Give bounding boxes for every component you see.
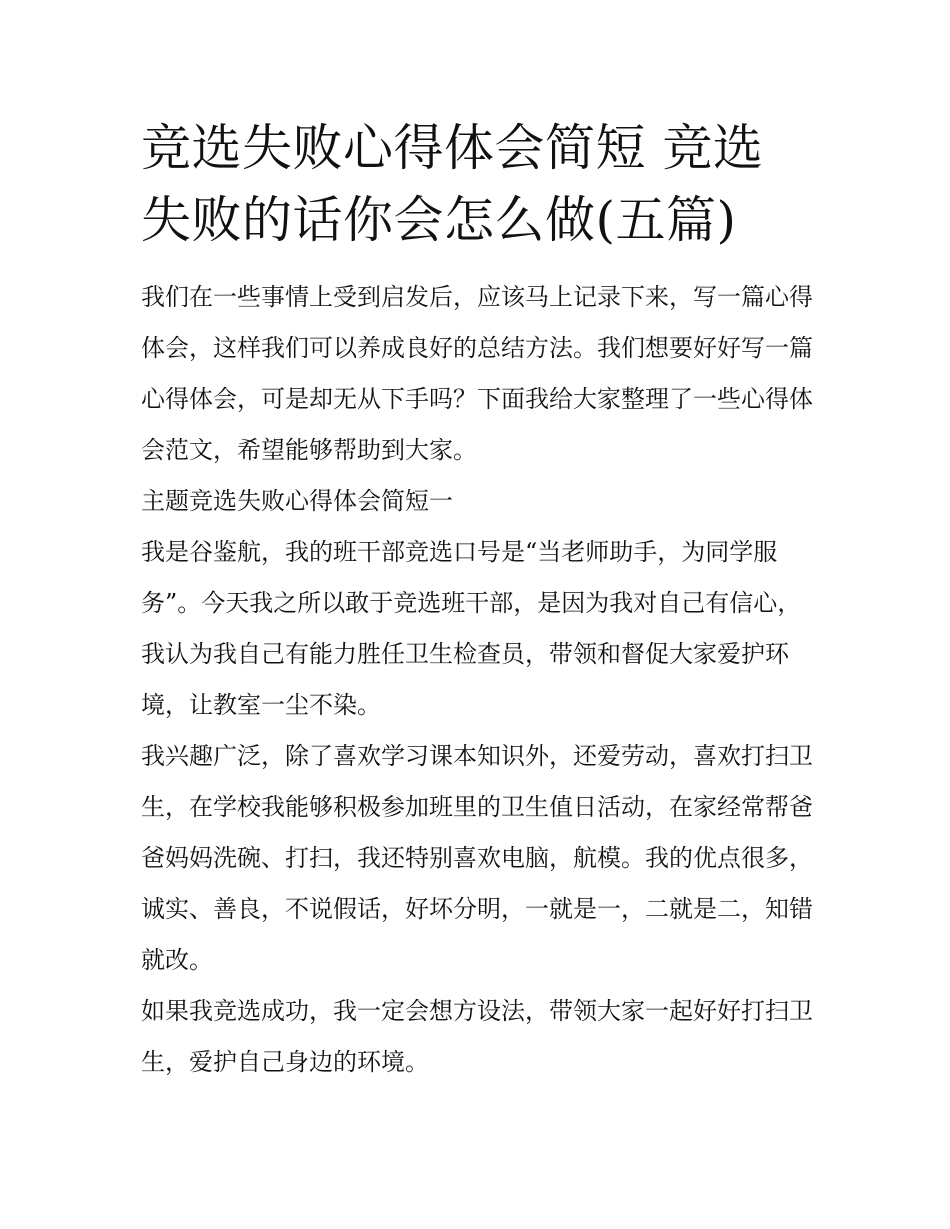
- intro-paragraph: 我们在一些事情上受到启发后，应该马上记录下来，写一篇心得体会，这样我们可以养成良好的总结方法。我们想要好好写一篇心得体会，可是却无从下手吗？下面我给大家整理了一些心得体会范文，希望能够帮助到大家。: [141, 283, 813, 464]
- document-page: [141, 112, 813, 1088]
- document-body: [141, 272, 813, 1088]
- body-paragraph: 我兴趣广泛，除了喜欢学习课本知识外，还爱劳动，喜欢打扫卫生，在学校我能够积极参加班里的卫生值日活动，在家经常帮爸爸妈妈洗碗、打扫，我还特别喜欢电脑，航模。我的优点很多，诚实、善良，不说假话，好坏分明，一就是一，二就是二，知错就改。: [141, 742, 813, 974]
- section-heading: 主题竞选失败心得体会简短一: [141, 487, 453, 515]
- document-title: 竞选失败心得体会简短 竞选失败的话你会怎么做(五篇): [141, 119, 764, 249]
- body-paragraph: 如果我竞选成功，我一定会想方设法，带领大家一起好好打扫卫生，爱护自己身边的环境。: [141, 997, 813, 1076]
- body-paragraph: 我是谷鉴航，我的班干部竞选口号是“当老师助手，为同学服务”。今天我之所以敢于竞选班干部，是因为我对自己有信心，我认为我自己有能力胜任卫生检查员，带领和督促大家爱护环境，让教室一尘不染。: [141, 538, 802, 719]
